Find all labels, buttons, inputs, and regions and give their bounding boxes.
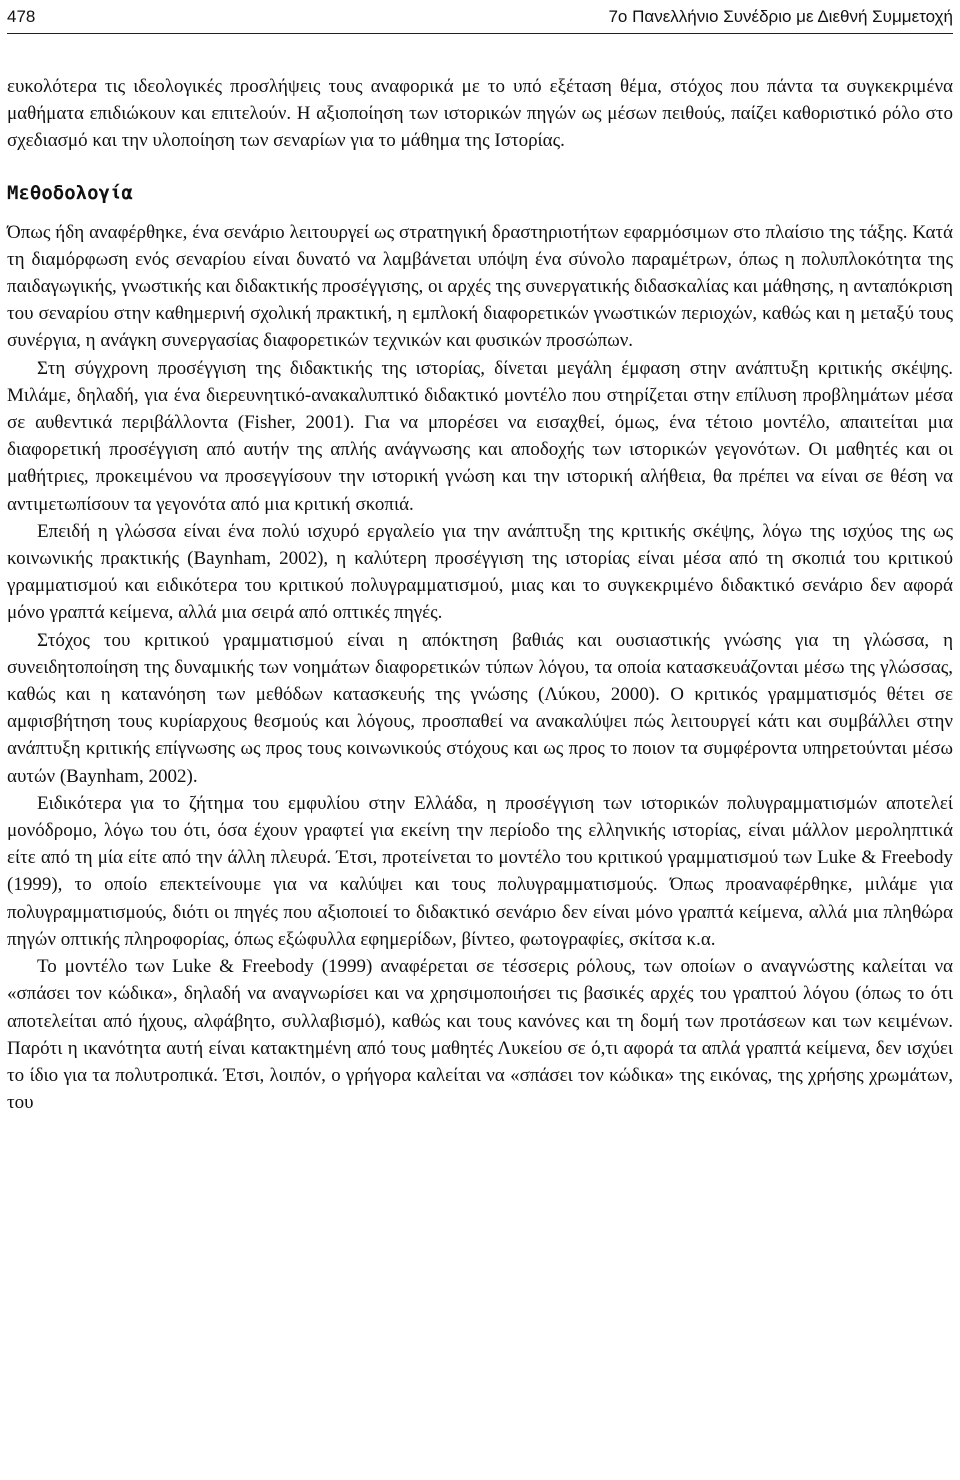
- paragraph-2: Στη σύγχρονη προσέγγιση της διδακτικής της ιστορίας, δίνεται μεγάλη έμφαση στην ανάπτυξη κριτικής σκέψης. Μιλάμε, δηλαδή, για ένα διερευνητικό-ανακαλυπτικό διδακτικό μοντέλο που στηρίζεται στην επίλυση προβλημάτων μέσα σε αυθεντικά περιβάλλοντα (Fisher, 2001). Για να μπορέσει να εισαχθεί, όμως, ένα τέτοιο μοντέλο, απαιτείται μια διαφορετική προσέγγιση από αυτήν της απλής ανάγνωσης και αποδοχής των ιστορικών γεγονότων. Οι μαθητές και οι μαθήτριες, προκειμένου να προσεγγίσουν την ιστορική γνώση και την ιστορική αλήθεια, θα πρέπει να είναι σε θέση να αντιμετωπίσουν τα γεγονότα από μια κριτική σκοπιά.: [7, 357, 953, 515]
- body-text: [7, 73, 953, 1116]
- intro-paragraph: ευκολότερα τις ιδεολογικές προσλήψεις τους αναφορικά με το υπό εξέταση θέμα, στόχος που πάντα τα συγκεκριμένα μαθήματα επιδιώκουν και επιτελούν. Η αξιοποίηση των ιστορικών πηγών ως μέσων πειθούς, παίζει καθοριστικό ρόλο στο σχεδιασμό και την υλοποίηση των σεναρίων για το μάθημα της Ιστορίας.: [7, 76, 953, 152]
- paragraph-3: Επειδή η γλώσσα είναι ένα πολύ ισχυρό εργαλείο για την ανάπτυξη της κριτικής σκέψης, λόγω της ισχύος της ως κοινωνικής πρακτικής (Baynham, 2002), η καλύτερη προσέγγιση της ιστορίας είναι μέσα από τη σκοπιά του κριτικού γραμματισμού και ειδικότερα του κριτικού πολυγραμματισμού, μιας και το συγκεκριμένο διδακτικό σενάριο δεν αφορά μόνο γραπτά κείμενα, αλλά μια σειρά από οπτικές πηγές.: [7, 520, 953, 624]
- paragraph-4: Στόχος του κριτικού γραμματισμού είναι η απόκτηση βαθιάς και ουσιαστικής γνώσης για τη γλώσσα, η συνειδητοποίηση της δυναμικής των νοημάτων διαφορετικών τύπων λόγου, τα οποία κατασκευάζονται μέσω της γλώσσας, καθώς και η κατανόηση των μεθόδων κατασκευής της γνώσης (Λύκου, 2000). Ο κριτικός γραμματισμός θέτει σε αμφισβήτηση τους κυρίαρχους θεσμούς και λόγους, προσπαθεί να ανακαλύψει πώς λειτουργεί κάτι και συμβάλλει στην ανάπτυξη κριτικής επίγνωσης ως προς τους κοινωνικούς στόχους και ως προς το ποιον τα συμφέροντα υπηρετούνται μέσω αυτών (Baynham, 2002).: [7, 629, 953, 787]
- paragraph-6: Το μοντέλο των Luke & Freebody (1999) αναφέρεται σε τέσσερις ρόλους, των οποίων ο αναγνώστης καλείται να «σπάσει τον κώδικα», δηλαδή να αναγνωρίσει και να χρησιμοποιήσει τις βασικές αρχές του γραπτού λόγου (όπως το ότι αποτελείται από ήχους, αλφάβητο, συλλαβισμό), καθώς και τους κανόνες και τη δομή των προτάσεων και των κειμένων. Παρότι η ικανότητα αυτή είναι κατακτημένη από τους μαθητές Λυκείου σε ό,τι αφορά τα απλά γραπτά κείμενα, δεν ισχύει το ίδιο για τα πολυτροπικά. Έτσι, λοιπόν, ο γρήγορα καλείται να «σπάσει τον κώδικα» της εικόνας, της χρήσης χρωμάτων, του: [7, 956, 953, 1114]
- paragraph-1: Όπως ήδη αναφέρθηκε, ένα σενάριο λειτουργεί ως στρατηγική δραστηριοτήτων εφαρμόσιμων στο πλαίσιο της τάξης. Κατά τη διαμόρφωση ενός σεναρίου είναι δυνατό να λαμβάνεται υπόψη ένα σύνολο παραμέτρων, όπως η πολυπλοκότητα της παιδαγωγικής, γνωστικής και διδακτικής προσέγγισης, οι αρχές της συνεργατικής διδασκαλίας και μάθησης, η ανταπόκριση του σεναρίου στην καθημερινή σχολική πρακτική, η εμπλοκή διαφορετικών γνωστικών περιοχών, καθώς και η μεταξύ τους συνέργια, η ανάγκη συνεργασίας διαφορετικών τεχνικών και φυσικών προσώπων.: [7, 221, 953, 352]
- header-divider: [7, 33, 953, 34]
- paragraph-5: Ειδικότερα για το ζήτημα του εμφυλίου στην Ελλάδα, η προσέγγιση των ιστορικών πολυγραμματισμών αποτελεί μονόδρομο, λόγω του ότι, όσα έχουν γραφτεί για εκείνη την περίοδο της ελληνικής ιστορίας, είναι μάλλον μεροληπτικά είτε από τη μία είτε από την άλλη πλευρά. Έτσι, προτείνεται το μοντέλο του κριτικού γραμματισμού των Luke & Freebody (1999), το οποίο επεκτείνουμε για να καλύψει και τους πολυγραμματισμούς. Όπως προαναφέρθηκε, μιλάμε για πολυγραμματισμούς, διότι οι πηγές που αξιοποιεί το διδακτικό σενάριο δεν είναι μόνο γραπτά κείμενα, αλλά μια πληθώρα πηγών οπτικής πληροφορίας, όπως εξώφυλλα εφημερίδων, βίντεο, φωτογραφίες, σκίτσα κ.α.: [7, 792, 953, 950]
- running-header: [7, 2, 953, 32]
- conference-title: 7ο Πανελλήνιο Συνέδριο με Διεθνή Συμμετοχή: [608, 7, 953, 26]
- page-number: 478: [7, 7, 36, 26]
- section-heading: Μεθοδολογία: [7, 181, 133, 204]
